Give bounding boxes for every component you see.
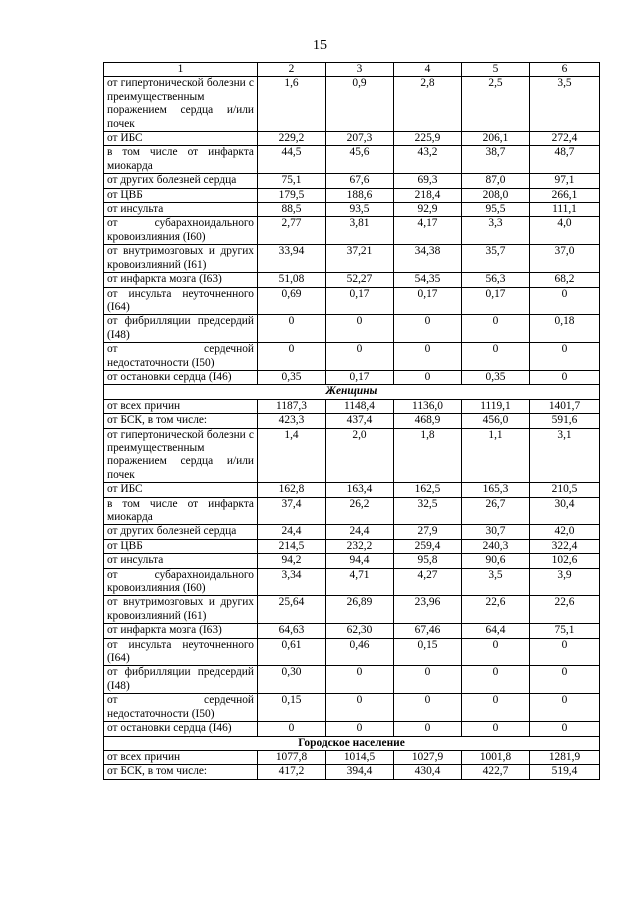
cell-value: 54,35	[394, 273, 462, 287]
cell-value: 0	[530, 722, 600, 736]
cell-value: 162,5	[394, 483, 462, 497]
row-label: от БСК, в том числе:	[104, 414, 258, 428]
cell-value: 1148,4	[326, 399, 394, 413]
cell-value: 0	[258, 315, 326, 343]
table-row	[104, 217, 600, 245]
table-row	[104, 315, 600, 343]
cell-value: 1,6	[258, 77, 326, 132]
row-label: от ЦВБ	[104, 188, 258, 202]
cell-value: 0,46	[326, 638, 394, 666]
cell-value: 75,1	[258, 174, 326, 188]
cell-value: 422,7	[462, 765, 530, 779]
cell-value: 4,17	[394, 217, 462, 245]
cell-value: 0	[258, 343, 326, 371]
cell-value: 259,4	[394, 539, 462, 553]
table-row	[104, 174, 600, 188]
table-row	[104, 539, 600, 553]
cell-value: 67,6	[326, 174, 394, 188]
cell-value: 0	[530, 343, 600, 371]
cell-value: 0	[394, 343, 462, 371]
table-row	[104, 750, 600, 764]
cell-value: 4,27	[394, 568, 462, 596]
table-row	[104, 203, 600, 217]
cell-value: 210,5	[530, 483, 600, 497]
row-label: от гипертонической болезни с преимущественным поражением сердца и/или почек	[104, 77, 258, 132]
cell-value: 35,7	[462, 245, 530, 273]
cell-value: 33,94	[258, 245, 326, 273]
cell-value: 92,9	[394, 203, 462, 217]
table-row	[104, 497, 600, 525]
cell-value: 0,18	[530, 315, 600, 343]
cell-value: 1187,3	[258, 399, 326, 413]
cell-value: 229,2	[258, 132, 326, 146]
cell-value: 0	[394, 370, 462, 384]
cell-value: 0,17	[394, 287, 462, 315]
cell-value: 0	[462, 722, 530, 736]
cell-value: 1027,9	[394, 750, 462, 764]
row-label: от внутримозговых и других кровоизлияний (I61)	[104, 245, 258, 273]
cell-value: 0,35	[462, 370, 530, 384]
cell-value: 0	[394, 666, 462, 694]
cell-value: 62,30	[326, 624, 394, 638]
cell-value: 0,61	[258, 638, 326, 666]
cell-value: 24,4	[258, 525, 326, 539]
cell-value: 179,5	[258, 188, 326, 202]
cell-value: 0	[530, 638, 600, 666]
row-label: от инсульта неуточненного (I64)	[104, 287, 258, 315]
cell-value: 417,2	[258, 765, 326, 779]
cell-value: 163,4	[326, 483, 394, 497]
cell-value: 456,0	[462, 414, 530, 428]
cell-value: 206,1	[462, 132, 530, 146]
row-label: от внутримозговых и других кровоизлияний (I61)	[104, 596, 258, 624]
cell-value: 44,5	[258, 146, 326, 174]
table-row	[104, 428, 600, 483]
cell-value: 43,2	[394, 146, 462, 174]
cell-value: 1,1	[462, 428, 530, 483]
row-label: от сердечной недостаточности (I50)	[104, 343, 258, 371]
column-header: 5	[462, 63, 530, 77]
cell-value: 87,0	[462, 174, 530, 188]
cell-value: 0	[326, 343, 394, 371]
cell-value: 1281,9	[530, 750, 600, 764]
cell-value: 2,5	[462, 77, 530, 132]
cell-value: 272,4	[530, 132, 600, 146]
cell-value: 64,4	[462, 624, 530, 638]
cell-value: 52,27	[326, 273, 394, 287]
cell-value: 430,4	[394, 765, 462, 779]
table-row	[104, 273, 600, 287]
cell-value: 1077,8	[258, 750, 326, 764]
cell-value: 0,69	[258, 287, 326, 315]
cell-value: 97,1	[530, 174, 600, 188]
cell-value: 1,4	[258, 428, 326, 483]
cell-value: 1119,1	[462, 399, 530, 413]
cell-value: 232,2	[326, 539, 394, 553]
cell-value: 591,6	[530, 414, 600, 428]
row-label: от остановки сердца (I46)	[104, 722, 258, 736]
section-heading-row	[104, 736, 600, 750]
row-label: от инсульта	[104, 554, 258, 568]
cell-value: 214,5	[258, 539, 326, 553]
cell-value: 51,08	[258, 273, 326, 287]
cell-value: 30,7	[462, 525, 530, 539]
cell-value: 0	[326, 722, 394, 736]
column-header: 2	[258, 63, 326, 77]
cell-value: 22,6	[530, 596, 600, 624]
cell-value: 240,3	[462, 539, 530, 553]
column-header: 6	[530, 63, 600, 77]
cell-value: 69,3	[394, 174, 462, 188]
table-row	[104, 414, 600, 428]
cell-value: 0	[326, 315, 394, 343]
cell-value: 37,21	[326, 245, 394, 273]
cell-value: 45,6	[326, 146, 394, 174]
row-label: от инсульта неуточненного (I64)	[104, 638, 258, 666]
cell-value: 0	[462, 638, 530, 666]
column-header: 3	[326, 63, 394, 77]
cell-value: 0,9	[326, 77, 394, 132]
cell-value: 56,3	[462, 273, 530, 287]
mortality-table	[103, 62, 600, 780]
cell-value: 37,0	[530, 245, 600, 273]
cell-value: 4,71	[326, 568, 394, 596]
cell-value: 0	[394, 722, 462, 736]
cell-value: 266,1	[530, 188, 600, 202]
cell-value: 0	[530, 287, 600, 315]
row-label: от ЦВБ	[104, 539, 258, 553]
row-label: от инсульта	[104, 203, 258, 217]
cell-value: 165,3	[462, 483, 530, 497]
row-label: от инфаркта мозга (I63)	[104, 624, 258, 638]
cell-value: 30,4	[530, 497, 600, 525]
row-label: в том числе от инфаркта миокарда	[104, 497, 258, 525]
cell-value: 0	[258, 722, 326, 736]
table-row	[104, 624, 600, 638]
cell-value: 188,6	[326, 188, 394, 202]
cell-value: 26,2	[326, 497, 394, 525]
row-label: от ИБС	[104, 132, 258, 146]
cell-value: 111,1	[530, 203, 600, 217]
cell-value: 94,2	[258, 554, 326, 568]
cell-value: 207,3	[326, 132, 394, 146]
cell-value: 23,96	[394, 596, 462, 624]
table-row	[104, 146, 600, 174]
table-row	[104, 638, 600, 666]
table-row	[104, 596, 600, 624]
cell-value: 0	[326, 694, 394, 722]
table-row	[104, 765, 600, 779]
cell-value: 34,38	[394, 245, 462, 273]
table-row	[104, 554, 600, 568]
cell-value: 0	[530, 666, 600, 694]
cell-value: 1,8	[394, 428, 462, 483]
row-label: от фибрилляции предсердий (I48)	[104, 666, 258, 694]
cell-value: 3,5	[530, 77, 600, 132]
row-label: от фибрилляции предсердий (I48)	[104, 315, 258, 343]
table-row	[104, 525, 600, 539]
table-row	[104, 77, 600, 132]
cell-value: 90,6	[462, 554, 530, 568]
cell-value: 0	[394, 694, 462, 722]
page-number: 15	[313, 38, 327, 53]
row-label: от сердечной недостаточности (I50)	[104, 694, 258, 722]
cell-value: 0,30	[258, 666, 326, 694]
cell-value: 0	[462, 694, 530, 722]
cell-value: 437,4	[326, 414, 394, 428]
cell-value: 2,8	[394, 77, 462, 132]
row-label: от гипертонической болезни с преимущественным поражением сердца и/или почек	[104, 428, 258, 483]
row-label: в том числе от инфаркта миокарда	[104, 146, 258, 174]
cell-value: 423,3	[258, 414, 326, 428]
cell-value: 37,4	[258, 497, 326, 525]
column-header: 4	[394, 63, 462, 77]
cell-value: 93,5	[326, 203, 394, 217]
row-label: от субарахноидального кровоизлияния (I60)	[104, 568, 258, 596]
cell-value: 1001,8	[462, 750, 530, 764]
cell-value: 0	[530, 370, 600, 384]
cell-value: 468,9	[394, 414, 462, 428]
cell-value: 208,0	[462, 188, 530, 202]
cell-value: 32,5	[394, 497, 462, 525]
cell-value: 225,9	[394, 132, 462, 146]
table-row	[104, 245, 600, 273]
table-row	[104, 399, 600, 413]
table-header-row	[104, 63, 600, 77]
cell-value: 3,9	[530, 568, 600, 596]
cell-value: 24,4	[326, 525, 394, 539]
cell-value: 0	[530, 694, 600, 722]
cell-value: 0	[394, 315, 462, 343]
table-row	[104, 132, 600, 146]
row-label: от всех причин	[104, 750, 258, 764]
table-row	[104, 343, 600, 371]
cell-value: 0,17	[462, 287, 530, 315]
cell-value: 0	[462, 315, 530, 343]
cell-value: 0,15	[394, 638, 462, 666]
cell-value: 218,4	[394, 188, 462, 202]
cell-value: 0,17	[326, 287, 394, 315]
cell-value: 3,5	[462, 568, 530, 596]
column-header: 1	[104, 63, 258, 77]
cell-value: 0,35	[258, 370, 326, 384]
cell-value: 1136,0	[394, 399, 462, 413]
row-label: от инфаркта мозга (I63)	[104, 273, 258, 287]
table-row	[104, 287, 600, 315]
row-label: от ИБС	[104, 483, 258, 497]
table-row	[104, 694, 600, 722]
cell-value: 394,4	[326, 765, 394, 779]
cell-value: 26,89	[326, 596, 394, 624]
cell-value: 322,4	[530, 539, 600, 553]
cell-value: 68,2	[530, 273, 600, 287]
cell-value: 0	[326, 666, 394, 694]
cell-value: 22,6	[462, 596, 530, 624]
cell-value: 67,46	[394, 624, 462, 638]
cell-value: 95,8	[394, 554, 462, 568]
cell-value: 27,9	[394, 525, 462, 539]
cell-value: 3,81	[326, 217, 394, 245]
cell-value: 0	[462, 666, 530, 694]
cell-value: 2,77	[258, 217, 326, 245]
cell-value: 102,6	[530, 554, 600, 568]
cell-value: 25,64	[258, 596, 326, 624]
cell-value: 42,0	[530, 525, 600, 539]
cell-value: 26,7	[462, 497, 530, 525]
cell-value: 1401,7	[530, 399, 600, 413]
cell-value: 3,1	[530, 428, 600, 483]
cell-value: 162,8	[258, 483, 326, 497]
cell-value: 0	[462, 343, 530, 371]
row-label: от других болезней сердца	[104, 174, 258, 188]
row-label: от остановки сердца (I46)	[104, 370, 258, 384]
table-row	[104, 370, 600, 384]
cell-value: 0,15	[258, 694, 326, 722]
cell-value: 3,3	[462, 217, 530, 245]
row-label: от всех причин	[104, 399, 258, 413]
cell-value: 0,17	[326, 370, 394, 384]
cell-value: 38,7	[462, 146, 530, 174]
table-row	[104, 568, 600, 596]
cell-value: 94,4	[326, 554, 394, 568]
cell-value: 75,1	[530, 624, 600, 638]
cell-value: 4,0	[530, 217, 600, 245]
table-row	[104, 483, 600, 497]
cell-value: 48,7	[530, 146, 600, 174]
cell-value: 3,34	[258, 568, 326, 596]
cell-value: 88,5	[258, 203, 326, 217]
section-heading-row	[104, 385, 600, 399]
cell-value: 2,0	[326, 428, 394, 483]
table-row	[104, 722, 600, 736]
table-row	[104, 188, 600, 202]
row-label: от других болезней сердца	[104, 525, 258, 539]
row-label: от БСК, в том числе:	[104, 765, 258, 779]
cell-value: 519,4	[530, 765, 600, 779]
cell-value: 64,63	[258, 624, 326, 638]
cell-value: 1014,5	[326, 750, 394, 764]
section-heading: Городское население	[104, 736, 600, 750]
cell-value: 95,5	[462, 203, 530, 217]
table-row	[104, 666, 600, 694]
section-heading: Женщины	[104, 385, 600, 399]
row-label: от субарахноидального кровоизлияния (I60)	[104, 217, 258, 245]
